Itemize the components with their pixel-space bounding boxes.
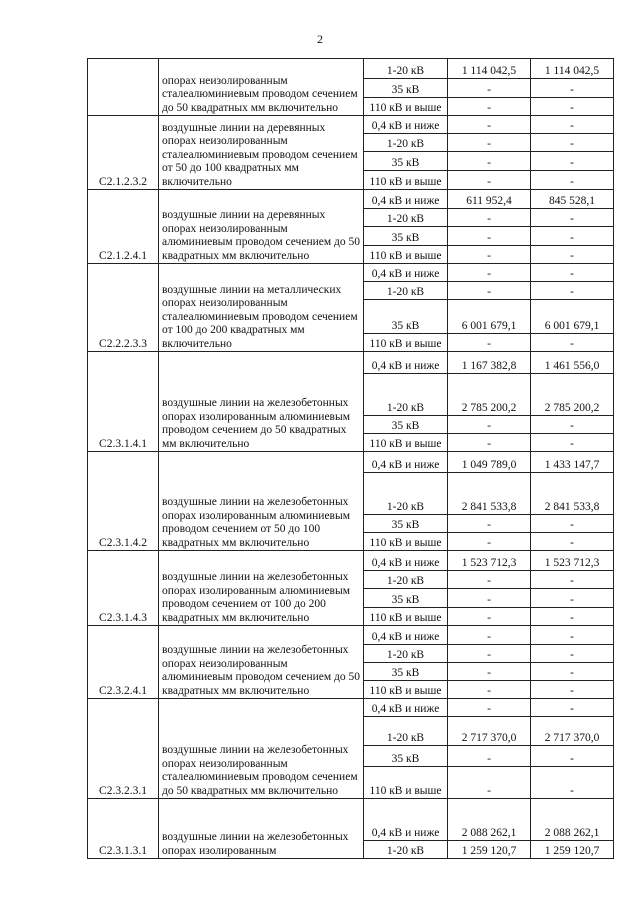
value-column-2: - (531, 116, 614, 134)
value-column-1: - (448, 416, 531, 434)
value-column-1: - (448, 699, 531, 717)
voltage-class: 110 кВ и выше (364, 434, 448, 452)
value-column-2: 2 841 533,8 (531, 473, 614, 515)
voltage-class: 1-20 кВ (364, 841, 448, 859)
voltage-class: 35 кВ (364, 746, 448, 767)
table-row (88, 190, 614, 209)
value-column-1: 2 088 262,1 (448, 799, 531, 841)
line-description: воздушные линии на деревянных опорах неизолированным сталеалюминиевым проводом сечением от 50 до 100 квадратных мм включительно (159, 116, 364, 190)
value-column-1: 1 049 789,0 (448, 452, 531, 473)
value-column-1: 1 167 382,8 (448, 352, 531, 374)
value-column-1: 2 841 533,8 (448, 473, 531, 515)
value-column-2: - (531, 171, 614, 190)
voltage-class: 110 кВ и выше (364, 767, 448, 799)
table-row (88, 626, 614, 645)
voltage-class: 110 кВ и выше (364, 171, 448, 190)
value-column-2: - (531, 264, 614, 282)
value-column-2: - (531, 626, 614, 645)
value-column-1: - (448, 626, 531, 645)
voltage-class: 0,4 кВ и ниже (364, 626, 448, 645)
line-description: воздушные линии на железобетонных опорах изолированным алюминиевым проводом сечением от 50 до 100 квадратных мм включительно (159, 452, 364, 551)
line-description: воздушные линии на деревянных опорах неизолированным алюминиевым проводом сечением до 50 квадратных мм включительно (159, 190, 364, 264)
value-column-1: - (448, 746, 531, 767)
voltage-class: 1-20 кВ (364, 282, 448, 300)
row-code: С2.1.2.3.2 (88, 116, 159, 190)
value-column-2: - (531, 767, 614, 799)
row-code: С2.3.1.4.1 (88, 352, 159, 452)
table-row (88, 452, 614, 473)
value-column-1: - (448, 571, 531, 589)
voltage-class: 35 кВ (364, 416, 448, 434)
voltage-class: 35 кВ (364, 152, 448, 171)
value-column-2: - (531, 134, 614, 152)
voltage-class: 0,4 кВ и ниже (364, 352, 448, 374)
voltage-class: 0,4 кВ и ниже (364, 799, 448, 841)
row-code: С2.3.1.4.3 (88, 551, 159, 626)
table-row (88, 264, 614, 282)
voltage-class: 110 кВ и выше (364, 334, 448, 352)
value-column-1: - (448, 663, 531, 681)
voltage-class: 35 кВ (364, 227, 448, 246)
voltage-class: 35 кВ (364, 79, 448, 98)
value-column-2: - (531, 699, 614, 717)
row-code: С2.1.2.4.1 (88, 190, 159, 264)
voltage-class: 35 кВ (364, 515, 448, 533)
voltage-class: 0,4 кВ и ниже (364, 551, 448, 571)
line-description: воздушные линии на железобетонных опорах неизолированным алюминиевым проводом сечением до 50 квадратных мм включительно (159, 626, 364, 699)
voltage-class: 110 кВ и выше (364, 98, 448, 116)
value-column-1: - (448, 98, 531, 116)
line-description: воздушные линии на железобетонных опорах изолированным алюминиевым проводом сечением до 50 квадратных мм включительно (159, 352, 364, 452)
value-column-2: 2 717 370,0 (531, 717, 614, 746)
value-column-2: - (531, 515, 614, 533)
value-column-1: - (448, 608, 531, 626)
value-column-1: 1 114 042,5 (448, 59, 531, 79)
value-column-2: - (531, 663, 614, 681)
voltage-class: 1-20 кВ (364, 717, 448, 746)
line-description: опорах неизолированным сталеалюминиевым проводом сечением до 50 квадратных мм включительно (159, 59, 364, 116)
voltage-class: 1-20 кВ (364, 571, 448, 589)
row-code (88, 59, 159, 116)
table-row (88, 352, 614, 374)
voltage-class: 1-20 кВ (364, 473, 448, 515)
value-column-1: - (448, 515, 531, 533)
voltage-class: 110 кВ и выше (364, 533, 448, 551)
tariff-table (87, 58, 614, 859)
value-column-1: - (448, 152, 531, 171)
value-column-1: - (448, 589, 531, 608)
value-column-1: - (448, 134, 531, 152)
value-column-1: 2 717 370,0 (448, 717, 531, 746)
value-column-1: - (448, 116, 531, 134)
voltage-class: 35 кВ (364, 663, 448, 681)
value-column-1: - (448, 79, 531, 98)
row-code: С2.3.2.4.1 (88, 626, 159, 699)
value-column-1: - (448, 171, 531, 190)
value-column-2: 845 528,1 (531, 190, 614, 209)
value-column-2: - (531, 645, 614, 663)
voltage-class: 0,4 кВ и ниже (364, 452, 448, 473)
value-column-2: - (531, 209, 614, 227)
value-column-2: - (531, 282, 614, 300)
value-column-1: - (448, 645, 531, 663)
row-code: С2.3.1.4.2 (88, 452, 159, 551)
voltage-class: 1-20 кВ (364, 645, 448, 663)
value-column-1: - (448, 209, 531, 227)
value-column-1: - (448, 434, 531, 452)
value-column-2: - (531, 227, 614, 246)
line-description: воздушные линии на железобетонных опорах изолированным (159, 799, 364, 859)
line-description: воздушные линии на железобетонных опорах неизолированным сталеалюминиевым проводом сечением до 50 квадратных мм включительно (159, 699, 364, 799)
row-code: С2.2.2.3.3 (88, 264, 159, 352)
voltage-class: 0,4 кВ и ниже (364, 190, 448, 209)
value-column-1: 6 001 679,1 (448, 300, 531, 334)
value-column-2: 1 114 042,5 (531, 59, 614, 79)
value-column-2: - (531, 79, 614, 98)
page-number: 2 (317, 32, 323, 46)
value-column-1: 1 259 120,7 (448, 841, 531, 859)
value-column-2: - (531, 98, 614, 116)
value-column-1: - (448, 264, 531, 282)
voltage-class: 1-20 кВ (364, 134, 448, 152)
voltage-class: 0,4 кВ и ниже (364, 116, 448, 134)
value-column-2: - (531, 533, 614, 551)
value-column-2: - (531, 416, 614, 434)
value-column-2: - (531, 246, 614, 264)
table-row (88, 699, 614, 717)
voltage-class: 110 кВ и выше (364, 246, 448, 264)
value-column-1: 1 523 712,3 (448, 551, 531, 571)
voltage-class: 1-20 кВ (364, 374, 448, 416)
voltage-class: 110 кВ и выше (364, 681, 448, 699)
line-description: воздушные линии на железобетонных опорах изолированным алюминиевым проводом сечением от 100 до 200 квадратных мм включительно (159, 551, 364, 626)
table-row (88, 551, 614, 571)
row-code: С2.3.1.3.1 (88, 799, 159, 859)
line-description: воздушные линии на металлических опорах неизолированным сталеалюминиевым проводом сечением от 100 до 200 квадратных мм включительно (159, 264, 364, 352)
value-column-1: - (448, 227, 531, 246)
value-column-1: - (448, 533, 531, 551)
value-column-2: 1 433 147,7 (531, 452, 614, 473)
value-column-2: - (531, 681, 614, 699)
value-column-2: - (531, 746, 614, 767)
value-column-1: 2 785 200,2 (448, 374, 531, 416)
value-column-2: 6 001 679,1 (531, 300, 614, 334)
value-column-2: 2 785 200,2 (531, 374, 614, 416)
value-column-1: 611 952,4 (448, 190, 531, 209)
table-row (88, 59, 614, 79)
voltage-class: 110 кВ и выше (364, 608, 448, 626)
value-column-2: - (531, 334, 614, 352)
value-column-1: - (448, 681, 531, 699)
row-code: С2.3.2.3.1 (88, 699, 159, 799)
value-column-1: - (448, 334, 531, 352)
value-column-1: - (448, 282, 531, 300)
value-column-1: - (448, 246, 531, 264)
table-row (88, 799, 614, 841)
voltage-class: 1-20 кВ (364, 59, 448, 79)
value-column-2: - (531, 589, 614, 608)
table-row (88, 116, 614, 134)
value-column-2: 1 523 712,3 (531, 551, 614, 571)
value-column-2: 1 461 556,0 (531, 352, 614, 374)
value-column-1: - (448, 767, 531, 799)
value-column-2: 2 088 262,1 (531, 799, 614, 841)
value-column-2: 1 259 120,7 (531, 841, 614, 859)
voltage-class: 0,4 кВ и ниже (364, 699, 448, 717)
value-column-2: - (531, 152, 614, 171)
voltage-class: 0,4 кВ и ниже (364, 264, 448, 282)
value-column-2: - (531, 571, 614, 589)
voltage-class: 35 кВ (364, 300, 448, 334)
voltage-class: 35 кВ (364, 589, 448, 608)
value-column-2: - (531, 434, 614, 452)
value-column-2: - (531, 608, 614, 626)
voltage-class: 1-20 кВ (364, 209, 448, 227)
